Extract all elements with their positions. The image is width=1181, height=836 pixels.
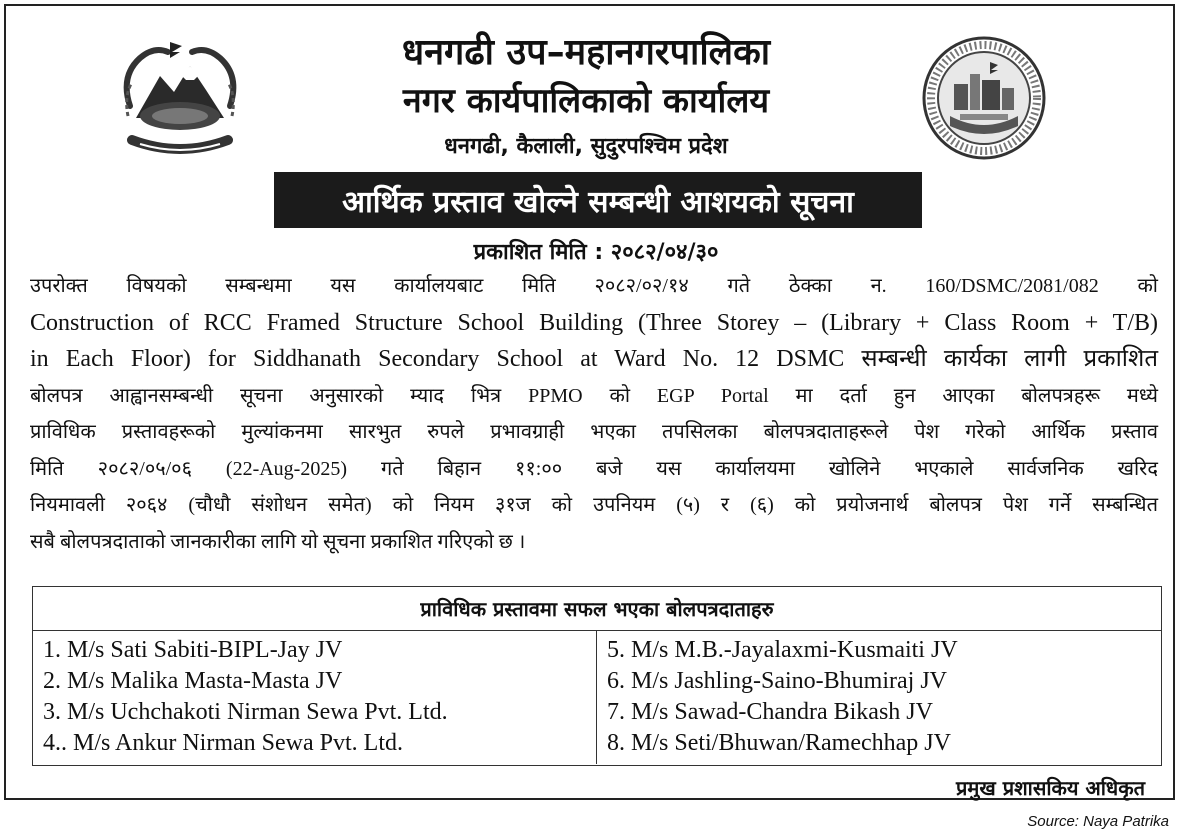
notice-title: आर्थिक प्रस्ताव खोल्ने सम्बन्धी आशयको सूचना bbox=[342, 184, 854, 220]
bidders-table-heading: प्राविधिक प्रस्तावमा सफल भएका बोलपत्रदाताहरु bbox=[33, 587, 1161, 631]
dhangadhi-municipality-seal-icon bbox=[920, 34, 1048, 162]
bidder-item: 8. M/s Seti/Bhuwan/Ramechhap JV bbox=[607, 730, 951, 756]
nepal-government-emblem-icon bbox=[110, 36, 250, 164]
notice-body-line: नियमावली २०६४ (चौधौ संशोधन समेत) को नियम ३१ज को उपनियम (५) र (६) को प्रयोजनार्थ बोलपत्र पेश गर्ने सम्बन्धित bbox=[30, 494, 1158, 516]
published-date: प्रकाशित मिति : २०८२/०४/३० bbox=[473, 240, 719, 265]
bidder-item: 7. M/s Sawad-Chandra Bikash JV bbox=[607, 699, 933, 725]
bidder-item: 1. M/s Sati Sabiti-BIPL-Jay JV bbox=[43, 637, 343, 663]
signatory-title: प्रमुख प्रशासकिय अधिकृत bbox=[956, 776, 1145, 800]
office-name: नगर कार्यपालिकाको कार्यालय bbox=[402, 81, 770, 121]
source-credit: Source: Naya Patrika bbox=[1027, 813, 1169, 830]
notice-title-banner bbox=[274, 172, 922, 228]
notice-body-line: प्राविधिक प्रस्तावहरूको मुल्यांकनमा सारभुत रुपले प्रभावग्राही भएका तपसिलका बोलपत्रदाताहरूले पेश गरेको आर्थिक प्रस्ताव bbox=[30, 421, 1158, 443]
bidder-item: 5. M/s M.B.-Jayalaxmi-Kusmaiti JV bbox=[607, 637, 958, 663]
notice-body-line: Construction of RCC Framed Structure School Building (Three Storey – (Library + Class Room + T/B) bbox=[30, 309, 1158, 336]
municipality-name: धनगढी उप–महानगरपालिका bbox=[401, 32, 771, 73]
bidder-item: 4.. M/s Ankur Nirman Sewa Pvt. Ltd. bbox=[43, 730, 403, 756]
notice-body-line: उपरोक्त विषयको सम्बन्धमा यस कार्यालयबाट मिति २०८२/०२/१४ गते ठेक्का न. 160/DSMC/2081/082 को bbox=[30, 275, 1158, 297]
notice-body-line: बोलपत्र आह्वानसम्बन्धी सूचना अनुसारको म्याद भित्र PPMO को EGP Portal मा दर्ता हुन आएका बोलपत्रहरू मध्ये bbox=[30, 384, 1158, 407]
notice-body-line: मिति २०८२/०५/०६ (22-Aug-2025) गते बिहान ११:०० बजे यस कार्यालयमा खोलिने भएकाले सार्वजनिक खरिद bbox=[30, 457, 1158, 480]
bidders-column-left bbox=[33, 631, 597, 764]
office-address: धनगढी, कैलाली, सुदुरपश्चिम प्रदेश bbox=[444, 134, 728, 159]
bidders-table bbox=[32, 586, 1162, 766]
bidder-item: 3. M/s Uchchakoti Nirman Sewa Pvt. Ltd. bbox=[43, 699, 448, 725]
bidder-item: 6. M/s Jashling-Saino-Bhumiraj JV bbox=[607, 668, 947, 694]
notice-body-line: सबै बोलपत्रदाताको जानकारीका लागि यो सूचना प्रकाशित गरिएको छ । bbox=[30, 530, 526, 553]
notice-body bbox=[30, 268, 1158, 560]
bidder-item: 2. M/s Malika Masta-Masta JV bbox=[43, 668, 343, 694]
bidders-column-right bbox=[597, 631, 1161, 764]
notice-page bbox=[4, 4, 1175, 800]
notice-body-line: in Each Floor) for Siddhanath Secondary School at Ward No. 12 DSMC सम्बन्धी कार्यका लागी प्रकाशित bbox=[30, 346, 1158, 372]
